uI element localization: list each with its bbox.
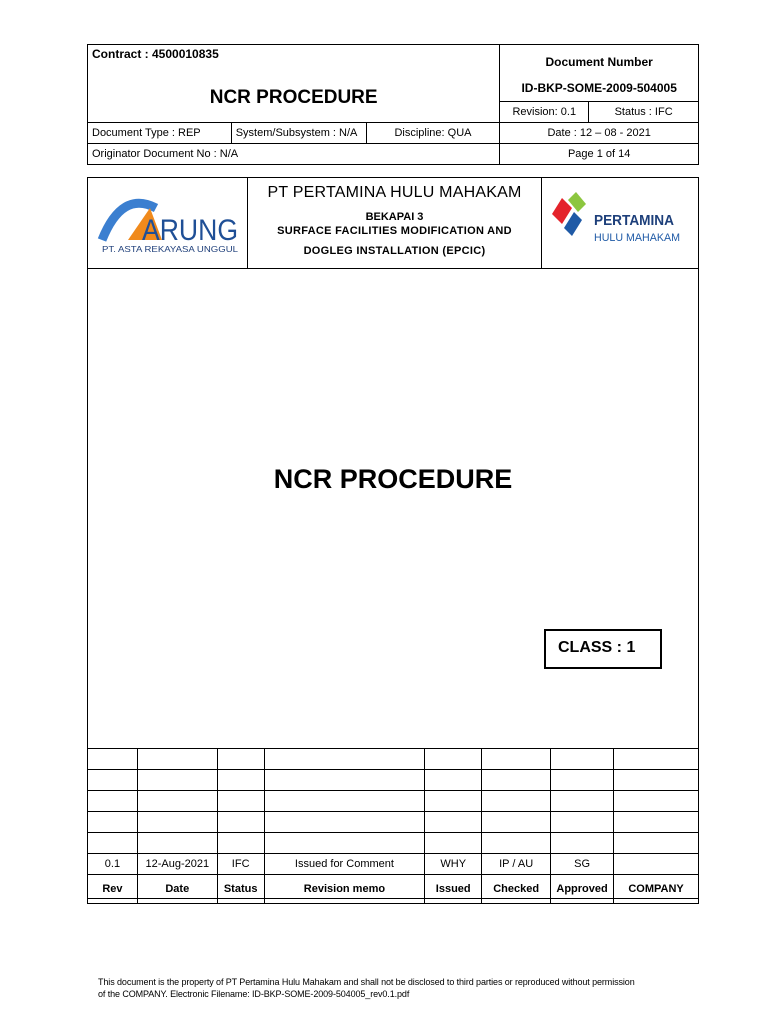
originator-cell: Originator Document No : N/A xyxy=(88,144,500,165)
doc-type-cell: Document Type : REP xyxy=(88,123,232,144)
footer-line-1: This document is the property of PT Pertamina Hulu Mahakam and shall not be disclosed to third parties or reproduced without permission xyxy=(98,977,635,987)
revision-empty-cell xyxy=(425,791,482,812)
revision-empty-cell xyxy=(614,812,699,833)
revision-empty-cell xyxy=(551,791,614,812)
arung-logo-text: ARUNG xyxy=(142,214,238,247)
status-cell: Status : IFC xyxy=(589,102,699,123)
contract-title-cell xyxy=(88,45,500,123)
document-header-table xyxy=(87,44,699,165)
pertamina-logo-subtext: HULU MAHAKAM xyxy=(594,232,680,244)
revision-data-cell: 0.1 xyxy=(88,854,138,875)
revision-empty-cell xyxy=(137,812,217,833)
revision-table xyxy=(87,748,699,904)
revision-empty-cell xyxy=(482,812,551,833)
revision-header-cell: Status xyxy=(217,875,264,904)
revision-header-cell: COMPANY xyxy=(614,875,699,904)
revision-data-cell xyxy=(614,854,699,875)
revision-cell: Revision: 0.1 xyxy=(500,102,589,123)
revision-empty-cell xyxy=(264,812,425,833)
revision-empty-cell xyxy=(217,791,264,812)
revision-empty-row xyxy=(88,833,699,854)
header-title: NCR PROCEDURE xyxy=(209,87,378,108)
footer-line-2: of the COMPANY. Electronic Filename: ID-BKP-SOME-2009-504005_rev0.1.pdf xyxy=(98,989,410,999)
revision-header-cell: Approved xyxy=(551,875,614,904)
revision-header-row xyxy=(88,875,699,904)
main-title: NCR PROCEDURE xyxy=(273,464,513,494)
revision-data-cell: IFC xyxy=(217,854,264,875)
revision-empty-cell xyxy=(217,770,264,791)
revision-data-cell: Issued for Comment xyxy=(264,854,425,875)
revision-empty-cell xyxy=(88,833,138,854)
project-line-3: DOGLEG INSTALLATION (EPCIC) xyxy=(303,245,486,257)
revision-data-cell: IP / AU xyxy=(482,854,551,875)
revision-empty-cell xyxy=(614,833,699,854)
revision-empty-cell xyxy=(217,749,264,770)
revision-empty-cell xyxy=(137,833,217,854)
revision-empty-cell xyxy=(264,749,425,770)
revision-empty-cell xyxy=(137,770,217,791)
revision-header-cell: Issued xyxy=(425,875,482,904)
doc-number-label: Document Number xyxy=(545,55,653,69)
revision-data-cell: WHY xyxy=(425,854,482,875)
revision-empty-cell xyxy=(551,749,614,770)
revision-empty-cell xyxy=(614,770,699,791)
project-line-1: BEKAPAI 3 xyxy=(365,211,424,223)
doc-number-cell xyxy=(500,45,699,102)
revision-empty-cell xyxy=(551,833,614,854)
revision-header-cell: Rev xyxy=(88,875,138,904)
revision-header-cell: Checked xyxy=(482,875,551,904)
revision-empty-cell xyxy=(137,791,217,812)
revision-empty-cell xyxy=(217,812,264,833)
title-block xyxy=(87,177,699,899)
revision-empty-cell xyxy=(264,770,425,791)
revision-data-cell: 12-Aug-2021 xyxy=(137,854,217,875)
date-cell: Date : 12 – 08 - 2021 xyxy=(500,123,699,144)
footer-disclaimer xyxy=(98,976,698,1000)
pertamina-logo xyxy=(542,178,698,269)
revision-empty-cell xyxy=(482,770,551,791)
arung-logo-subtext: PT. ASTA REKAYASA UNGGUL xyxy=(102,244,239,254)
revision-empty-cell xyxy=(88,791,138,812)
revision-empty-cell xyxy=(482,833,551,854)
revision-empty-cell xyxy=(551,770,614,791)
revision-empty-cell xyxy=(482,749,551,770)
revision-empty-cell xyxy=(614,749,699,770)
revision-empty-cell xyxy=(88,749,138,770)
revision-empty-cell xyxy=(551,812,614,833)
page-cell: Page 1 of 14 xyxy=(500,144,699,165)
class-box: CLASS : 1 xyxy=(544,629,662,669)
revision-data-cell: SG xyxy=(551,854,614,875)
revision-empty-cell xyxy=(425,749,482,770)
discipline-cell: Discipline: QUA xyxy=(366,123,500,144)
revision-empty-cell xyxy=(425,833,482,854)
revision-empty-row xyxy=(88,770,699,791)
system-cell: System/Subsystem : N/A xyxy=(231,123,366,144)
revision-empty-cell xyxy=(264,833,425,854)
revision-header-cell: Date xyxy=(137,875,217,904)
arung-logo xyxy=(88,178,248,269)
revision-header-cell: Revision memo xyxy=(264,875,425,904)
revision-data-row xyxy=(88,854,699,875)
arung-logo-cell xyxy=(88,178,248,269)
pertamina-logo-cell xyxy=(542,178,698,269)
revision-empty-row xyxy=(88,749,699,770)
project-line-2: SURFACE FACILITIES MODIFICATION AND xyxy=(277,225,512,237)
revision-empty-row xyxy=(88,791,699,812)
revision-empty-cell xyxy=(137,749,217,770)
doc-number: ID-BKP-SOME-2009-504005 xyxy=(521,81,677,95)
revision-empty-cell xyxy=(425,770,482,791)
pertamina-logo-text: PERTAMINA xyxy=(594,212,675,229)
contract-number: Contract : 4500010835 xyxy=(92,47,219,61)
revision-empty-cell xyxy=(482,791,551,812)
company-name: PT PERTAMINA HULU MAHAKAM xyxy=(267,184,522,201)
revision-empty-row xyxy=(88,812,699,833)
revision-empty-cell xyxy=(88,770,138,791)
revision-empty-cell xyxy=(425,812,482,833)
revision-empty-cell xyxy=(264,791,425,812)
revision-empty-cell xyxy=(614,791,699,812)
revision-empty-cell xyxy=(88,812,138,833)
revision-empty-cell xyxy=(217,833,264,854)
project-cell xyxy=(248,178,542,269)
